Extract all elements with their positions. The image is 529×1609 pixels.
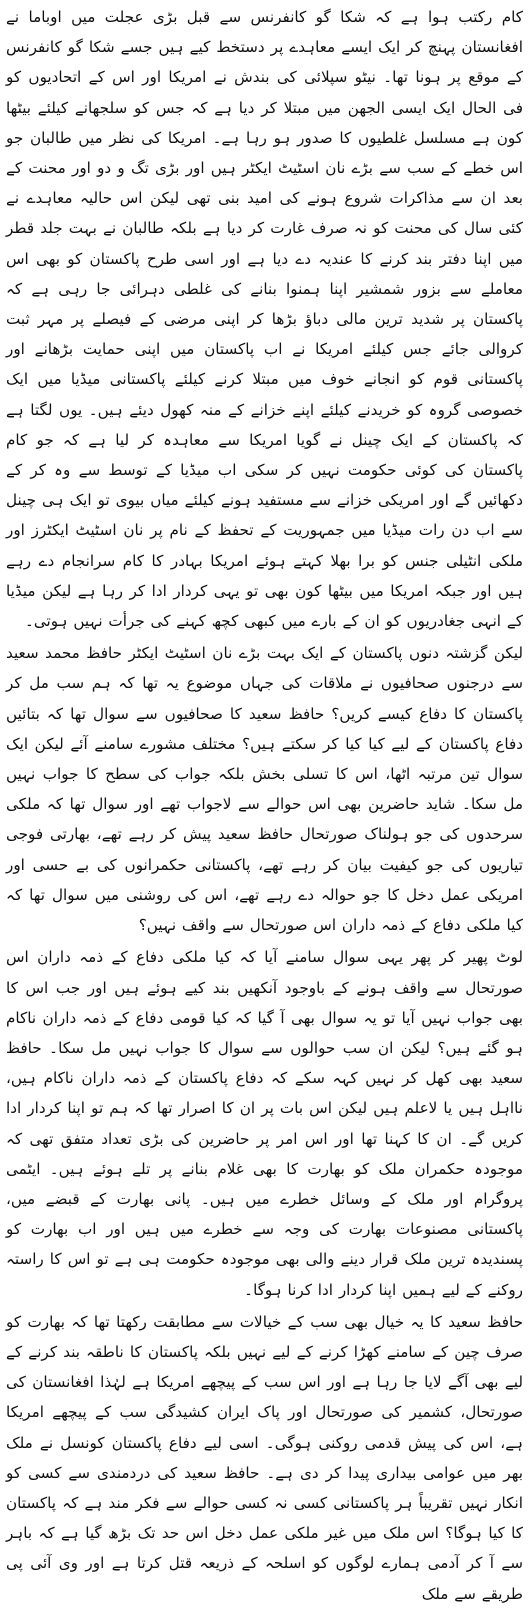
article-paragraph-3: لوٹ پھیر کر پھر یہی سوال سامنے آیا کہ کیا ملکی دفاع کے ذمہ داران اس صورتحال سے واقف ہونے کے باوجود آنکھیں بند کیے ہوئے ہیں اور جب اس کا بھی جواب نہیں آیا تو یہ سوال بھی آ گیا کہ کیا قومی دفاع کے ذمہ داران ناکام ہو گئے ہیں؟ لیکن ان سب حوالوں سے سوال کا جواب نہیں مل سکا۔ حافظ سعید بھی کھل کر نہیں کہہ سکے کہ دفاع پاکستان کے ذمہ داران ناکام ہیں، نااہل ہیں یا لاعلم ہیں لیکن اس بات پر ان کا اصرار تھا کہ ہم تو اپنا کردار ادا کریں گے۔ ان کا کہنا تھا اور اس امر پر حاضرین کی بڑی تعداد متفق تھی کہ موجودہ حکمران ملک کو بھارت کا بھی غلام بنانے پر تلے ہوئے ہیں۔ ایٹمی پروگرام اور ملک کے وسائل خطرے میں ہیں۔ پانی بھارت کے قبضے میں، پاکستانی مصنوعات بھارت کی وجہ سے خطرے میں ہیں اور اب بھارت کو پسندیدہ ترین ملک قرار دینے والی بھی موجودہ حکومت ہی ہے تو اس کا راستہ روکنے کے لیے ہمیں اپنا کردار ادا کرنا ہوگا۔	[6, 948, 523, 1299]
article-paragraph-2: لیکن گزشتہ دنوں پاکستان کے ایک بہت بڑے نان اسٹیٹ ایکٹر حافظ محمد سعید سے درجنوں صحافیوں نے ملاقات کی جہاں موضوع یہ تھا کہ ہم سب مل کر پاکستان کا دفاع کیسے کریں؟ حافظ سعید کا صحافیوں سے سوال تھا کہ بتائیں دفاع پاکستان کے لیے کیا کیا کر سکتے ہیں؟ مختلف مشورے سامنے آئے لیکن ایک سوال تین مرتبہ اٹھا، اس کا تسلی بخش بلکہ جواب کی سطح کا جواب نہیں مل سکا۔ شاید حاضرین بھی اس حوالے سے لاجواب تھے اور سوال تھا کہ ملکی سرحدوں کی جو ہولناک صورتحال حافظ سعید پیش کر رہے تھے، بھارتی فوجی تیاریوں کی جو کیفیت بیان کر رہے تھے، پاکستانی حکمرانوں کی بے حسی اور امریکی عمل دخل کا جو حوالہ دے رہے تھے، اس کی روشنی میں سوال تھا کہ کیا ملکی دفاع کے ذمہ داران اس صورتحال سے واقف نہیں؟	[6, 644, 523, 935]
article-paragraph-4: حافظ سعید کا یہ خیال بھی سب کے خیالات سے مطابقت رکھتا تھا کہ بھارت کو صرف چین کے سامنے کھڑا کرنے کے لیے نہیں بلکہ پاکستان کا ناطقہ بند کرنے کے لیے بھی آگے لایا جا رہا ہے اور اس سب کے پیچھے امریکا ہے لہٰذا افغانستان کی صورتحال، کشمیر کی صورتحال اور پاک ایران کشیدگی سب کے پیچھے امریکا ہے، اس کی پیش قدمی روکنی ہوگی۔ اسی لیے دفاع پاکستان کونسل نے ملک بھر میں عوامی بیداری پیدا کر دی ہے۔ حافظ سعید کی دردمندی سے کسی کو انکار نہیں تقریباً ہر پاکستانی کسی نہ کسی حوالے سے فکر مند ہے کہ پاکستان کا کیا ہوگا؟ اس ملک میں غیر ملکی عمل دخل اس حد تک بڑھ گیا ہے کہ باہر سے آ کر آدمی ہمارے لوگوں کو اسلحہ کے ذریعہ قتل کرتا ہے اور وی آئی پی طریقے سے ملک	[6, 1312, 523, 1603]
article-paragraph-1: کام رکتب ہوا ہے کہ شکا گو کانفرنس سے قبل بڑی عجلت میں اوباما نے افغانستان پہنچ کر ایک ایسے معاہدے پر دستخط کیے ہیں جسے شکا گو کانفرنس کے موقع پر ہونا تھا۔ نیٹو سپلائی کی بندش نے امریکا اور اس کے اتحادیوں کو فی الحال ایک ایسی الجھن میں مبتلا کر دیا ہے کہ جس کو سلجھانے کیلئے بیٹھا کون ہے مسلسل غلطیوں کا صدور ہو رہا ہے۔ امریکا کی نظر میں طالبان جو اس خطے کے سب سے بڑے نان اسٹیٹ ایکٹر ہیں اور بڑی تگ و دو اور محنت کے بعد ان سے مذاکرات شروع ہونے کی امید بنی تھی لیکن اس حالیہ معاہدے نے کئی سال کی محنت کو نہ صرف غارت کر دیا ہے بلکہ طالبان نے بہت جلد قطر میں اپنا دفتر بند کرنے کا عندیہ دے دیا ہے اور اسی طرح پاکستان کو بھی اس معاملے سے بزور شمشیر اپنا ہمنوا بنانے کی غلطی دہرائی جا رہی ہے کہ پاکستان پر شدید ترین مالی دباؤ بڑھا کر اپنی مرضی کے فیصلے پر مہر ثبت کروالی جائے جس کیلئے امریکا نے اب پاکستان میں اپنی حمایت بڑھانے اور پاکستانی قوم کو انجانے خوف میں مبتلا کرنے کیلئے پاکستانی میڈیا میں ایک خصوصی گروہ کو خریدنے کیلئے اپنے خزانے کے منہ کھول دیئے ہیں۔ یوں لگتا ہے کہ پاکستان کے ایک چینل نے گویا امریکا سے معاہدہ کر لیا ہے کہ جو کام پاکستان کی کوئی حکومت نہیں کر سکی اب میڈیا کے توسط سے وہ کر کے دکھائیں گے اور امریکی خزانے سے مستفید ہونے کیلئے میاں بیوی تو ایک ہی چینل سے اب دن رات میڈیا میں جمہوریت کے تحفظ کے نام پر نان اسٹیٹ ایکٹرز اور ملکی انٹیلی جنس کو برا بھلا کہتے ہوئے امریکا بہادر کا کام سرانجام دے رہے ہیں اور جبکہ امریکا میں بیٹھا کون بھی تو یہی کردار ادا کر رہا ہے لیکن میڈیا کے انہی جغادریوں کو ان کے بارے میں کبھی کچھ کہنے کی جرأت نہیں ہوتی۔	[6, 8, 523, 631]
